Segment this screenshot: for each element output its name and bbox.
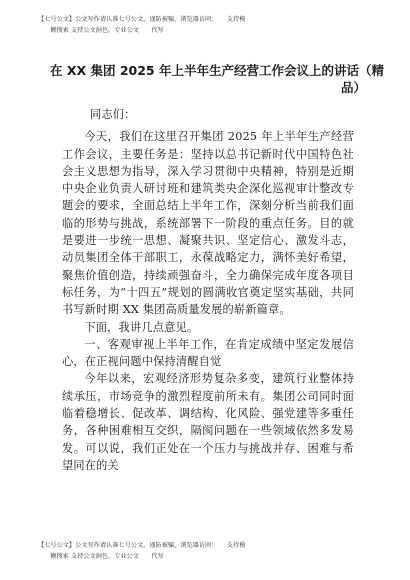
title-line-1: 在 XX 集团 2025 年上半年生产经营工作会议上的讲话（精	[50, 63, 384, 78]
paragraph-opening: 今天，我们在这里召开集团 2025 年上半年生产经营工作会议，主要任务是：坚持以总书记新时代中国特色社会主义思想为指导，深入学习贯彻中央精神，特别是近期中央企业负责人研讨班和建筑类央企深化巡视审计整改专题会的要求，全面总结上半年工作，深刻分析当前我们面临的形势与挑战，系统部署下一阶段的重点任务。目的就是要进一步统一思想、凝聚共识、坚定信心、激发斗志，动员集团全体干部职工，永葆战略定力，满怀美好希望，聚焦价值创造，持续顽强奋斗，全力确保完成年度各项目标任务，为“十四五”规划的圆满收官奠定坚实基础，共同书写新时期 XX 集团高质量发展的崭新篇章。	[62, 130, 354, 317]
salutation: 同志们：	[90, 108, 136, 121]
document-title	[50, 62, 384, 96]
paragraph-section-1: 今年以来，宏观经济形势复杂多变，建筑行业整体持续承压，市场竞争的激烈程度前所未有。集团公司同时面临着稳增长、促改革、调结构、化风险、强党建等多重任务，各种困难相互交织，隔阂问题在一些领域依然多发易发。可以说，我们正处在一个压力与挑战并存、困难与希望同在的关	[62, 372, 354, 472]
footer-watermark-note	[38, 540, 378, 562]
section-heading-1: 一、客观审视上半年工作，在肯定成绩中坚定发展信心，在正视问题中保持清醒自觉	[62, 337, 354, 369]
header-note-line-2: 糊搜索 支持公文洞色、专业公文 代写	[38, 27, 164, 34]
header-note-line-1: 【七号公文】公文写作请认准七号公文，谨防被骗，浏览器访问： 支持模	[38, 16, 246, 23]
title-line-2: 品）	[340, 80, 366, 95]
paragraph-transition: 下面，我讲几点意见。	[84, 320, 199, 334]
header-watermark-note	[38, 14, 378, 36]
footer-note-line-1: 【七号公文】公文写作请认准七号公文，谨防被骗，浏览器访问： 支持模	[38, 542, 246, 549]
footer-note-line-2: 糊搜索 支持公文洞色、专业公文 代写	[38, 553, 164, 560]
document-body	[62, 106, 354, 474]
